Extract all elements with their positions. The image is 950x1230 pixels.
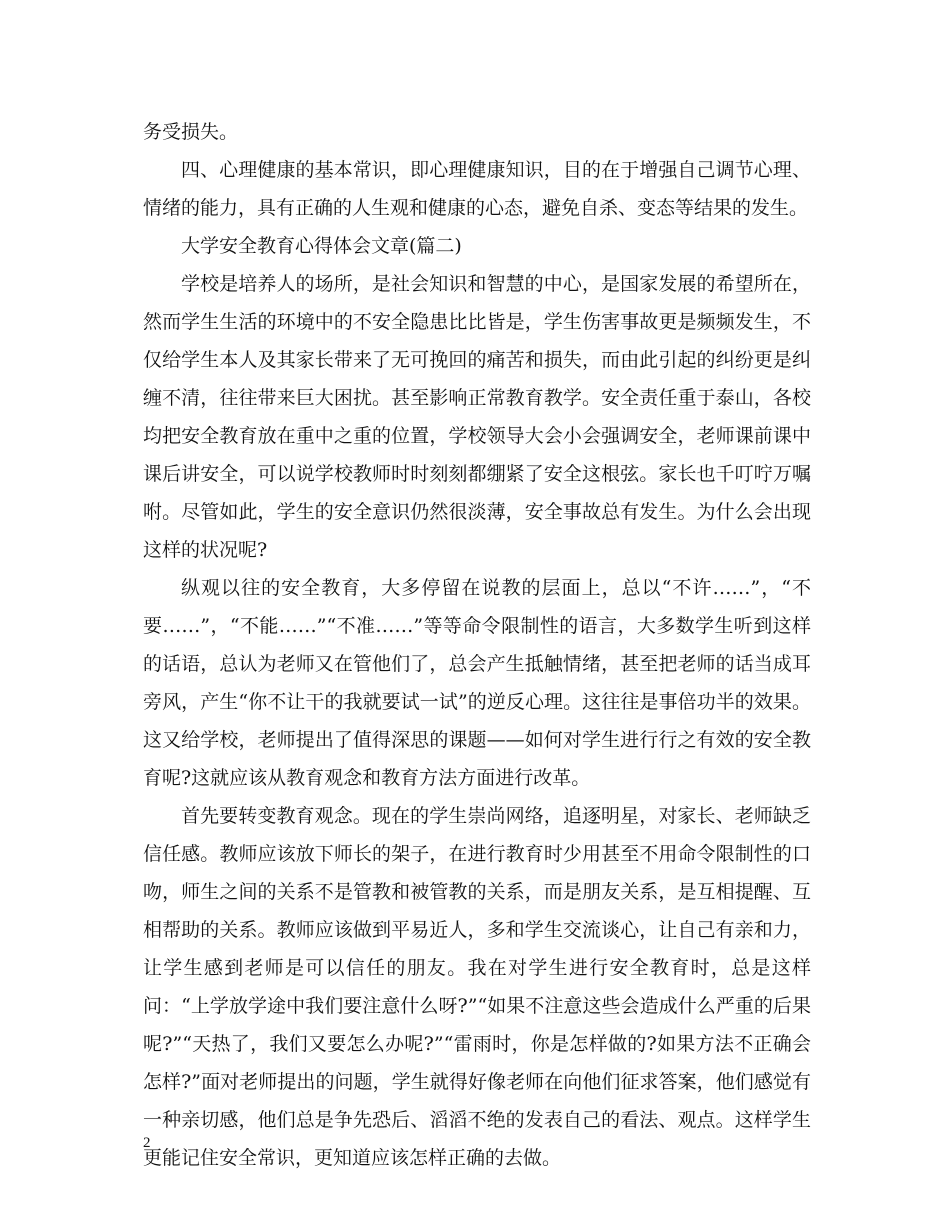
document-body: [143, 113, 811, 1177]
section-heading: 大学安全教育心得体会文章(篇二): [181, 235, 462, 257]
paragraph: 纵观以往的安全教育，大多停留在说教的层面上，总以“不许……”，“不要……”，“不能……”“不准……”等等命令限制性的语言，大多数学生听到这样的话语，总认为老师又在管他们了，总会产生抵触情绪，甚至把老师的话当成耳旁风，产生“你不让干的我就要试一试”的逆反心理。这往往是事倍功半的效果。这又给学校，老师提出了值得深思的课题——如何对学生进行行之有效的安全教育呢?这就应该从教育观念和教育方法方面进行改革。: [143, 577, 811, 789]
paragraph: 四、心理健康的基本常识，即心理健康知识，目的在于增强自己调节心理、情绪的能力，具有正确的人生观和健康的心态，避免自杀、变态等结果的发生。: [143, 159, 811, 219]
page-number: 2: [143, 1135, 151, 1151]
paragraph: 首先要转变教育观念。现在的学生崇尚网络，追逐明星，对家长、老师缺乏信任感。教师应该放下师长的架子，在进行教育时少用甚至不用命令限制性的口吻，师生之间的关系不是管教和被管教的关系，而是朋友关系，是互相提醒、互相帮助的关系。教师应该做到平易近人，多和学生交流谈心，让自己有亲和力，让学生感到老师是可以信任的朋友。我在对学生进行安全教育时，总是这样问：“上学放学途中我们要注意什么呀?”“如果不注意这些会造成什么严重的后果呢?”“天热了，我们又要怎么办呢?”“雷雨时，你是怎样做的?如果方法不正确会怎样?”面对老师提出的问题，学生就得好像老师在向他们征求答案，他们感觉有一种亲切感，他们总是争先恐后、滔滔不绝的发表自己的看法、观点。这样学生更能记住安全常识，更知道应该怎样正确的去做。: [143, 805, 811, 1169]
paragraph: 务受损失。: [143, 121, 239, 143]
paragraph: 学校是培养人的场所，是社会知识和智慧的中心，是国家发展的希望所在，然而学生生活的环境中的不安全隐患比比皆是，学生伤害事故更是频频发生，不仅给学生本人及其家长带来了无可挽回的痛苦和损失，而由此引起的纠纷更是纠缠不清，往往带来巨大困扰。甚至影响正常教育教学。安全责任重于泰山，各校均把安全教育放在重中之重的位置，学校领导大会小会强调安全，老师课前课中课后讲安全，可以说学校教师时时刻刻都绷紧了安全这根弦。家长也千叮咛万嘱咐。尽管如此，学生的安全意识仍然很淡薄，安全事故总有发生。为什么会出现这样的状况呢?: [143, 273, 811, 561]
